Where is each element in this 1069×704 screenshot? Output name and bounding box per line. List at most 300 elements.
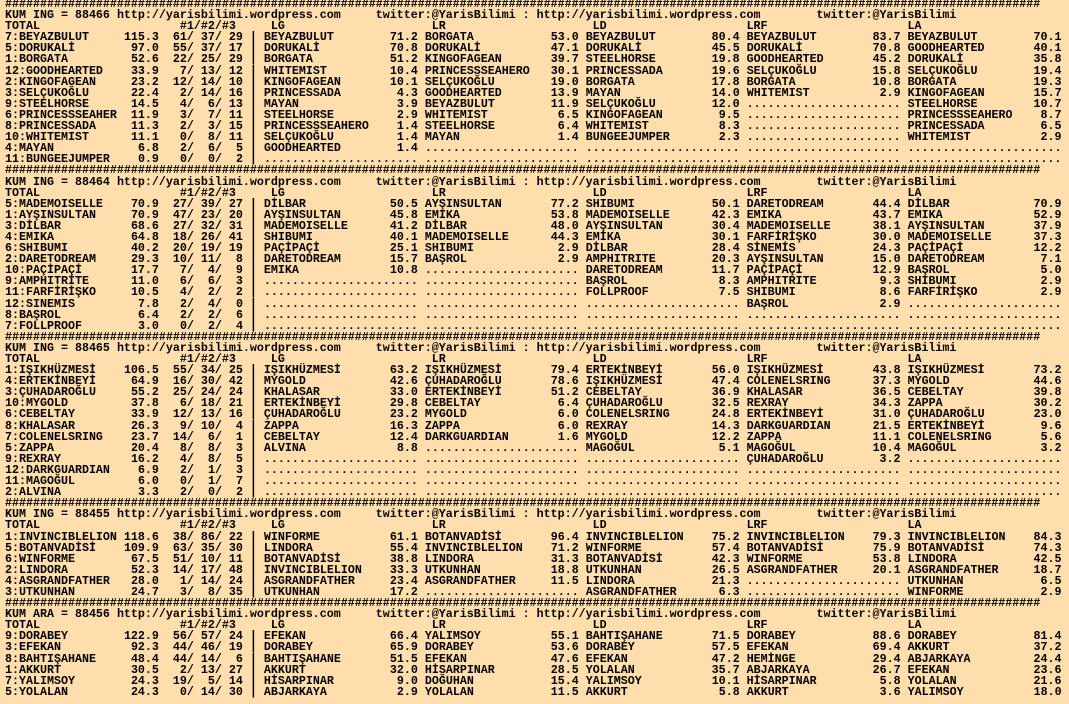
ld-name: EMİKA [585, 229, 621, 244]
ld-score: 42.3 [711, 207, 740, 222]
empty-cell: ...................... [907, 451, 1062, 466]
empty-cell: ...................... [746, 130, 901, 145]
separator: #################################################################################################################################################### [5, 596, 1041, 611]
lr-name: BOTANVADİSİ [424, 529, 502, 544]
total-score: 70.9 [130, 196, 159, 211]
lg-name: SELÇUKOĞLU [263, 130, 334, 145]
lg-score: 33.3 [389, 562, 418, 577]
lr-name: IŞIKHÜZMESİ [424, 363, 502, 378]
lr-score: 55.1 [550, 629, 579, 644]
lg-score: 3.9 [396, 96, 418, 111]
site-link[interactable]: http://yarisbilimi.wordpress.com [116, 174, 341, 189]
team-name: 3:EFEKAN [5, 640, 61, 655]
empty-cell: ...................... [746, 96, 901, 111]
team-name: 12:DARKGUARDIAN [5, 462, 110, 477]
la-name: DİLBAR [907, 196, 950, 211]
la-name: SHIBUMI [907, 274, 957, 289]
total-score: 70.9 [130, 207, 159, 222]
site-link[interactable]: http://yarisbilimi.wordpress.com [116, 507, 341, 522]
lg-name: CEBELTAY [263, 429, 320, 444]
la-score: 3.2 [1040, 440, 1062, 455]
total-score: 52.6 [130, 52, 159, 67]
ld-name: YOLALAN [585, 662, 635, 677]
total-score: 28.0 [130, 573, 159, 588]
la-name: WHITEMIST [907, 130, 971, 145]
lrf-name: MADEMOISELLE [746, 218, 831, 233]
lr-score: 47.6 [550, 651, 579, 666]
ld-score: 20.3 [711, 252, 740, 267]
la-score: 18.7 [1033, 562, 1062, 577]
first-count: 0 [179, 130, 187, 145]
lg-score: 1.4 [396, 141, 418, 156]
column-header-lg: LG [270, 618, 285, 633]
lg-name: ALVINA [263, 440, 306, 455]
section-title: KUM ARA = 88456 [5, 607, 110, 622]
lr-score: 48.0 [550, 218, 579, 233]
ld-name: BAHTIŞAHANE [585, 629, 663, 644]
ranking-row: 12:DARKGUARDIAN 6.9 2/ 1/ 3 | ...................... ...................... ...................... ...................... ...................... [5, 462, 1062, 477]
lrf-name: KHALASAR [746, 385, 803, 400]
second-count: 7 [207, 107, 215, 122]
ld-name: DORABEY [585, 640, 635, 655]
twitter-handle: twitter:@YarisBilimi [375, 174, 516, 189]
team-name: 6:WINFORME [5, 551, 75, 566]
empty-cell: ...................... [907, 307, 1062, 322]
site-link[interactable]: http://yarisbilimi.wordpress.com [536, 174, 761, 189]
second-count: 34 [200, 363, 215, 378]
la-name: AYŞINSULTAN [907, 218, 985, 233]
ld-name: ASGRANDFATHER [585, 584, 677, 599]
ld-name: WINFORME [585, 540, 642, 555]
site-link[interactable]: http://yarisbilimi.wordpress.com [536, 8, 761, 23]
ranking-row: 5:DORUKALİ 97.0 55/ 37/ 17 | DORUKALİ 70.8 DORUKALİ 47.1 DORUKALİ 45.5 DORUKALİ 70.8 GOODHEARTED 40.1 [5, 41, 1062, 56]
ranking-row: 1:IŞIKHÜZMESİ 106.5 55/ 34/ 25 | IŞIKHÜZMESİ 63.2 IŞIKHÜZMESİ 79.4 ERTEKİNBEYİ 56.0 IŞIKHÜZMESİ 43.8 IŞIKHÜZMESİ 73.2 [5, 363, 1062, 378]
ld-score: 21.3 [711, 573, 740, 588]
la-score: 40.1 [1033, 41, 1062, 56]
lg-name: BOTANVADİSİ [263, 551, 341, 566]
empty-cell: ...................... [585, 318, 740, 333]
lrf-name: COLENELSRING [746, 374, 831, 389]
team-name: 4:ASGRANDFATHER [5, 573, 110, 588]
lr-name: DORABEY [424, 640, 474, 655]
second-count: 14 [200, 684, 215, 699]
second-count: 3 [207, 119, 215, 134]
la-score: 10.7 [1033, 96, 1062, 111]
lr-score: 53.8 [550, 207, 579, 222]
lrf-score: 26.7 [872, 662, 901, 677]
first-count: 12 [172, 74, 187, 89]
total-score: 106.5 [123, 363, 159, 378]
la-score: 74.3 [1033, 540, 1062, 555]
la-score: 37.3 [1033, 229, 1062, 244]
first-count: 2 [179, 119, 187, 134]
column-header-lr: LR [431, 352, 446, 366]
places-header: #1/#2/#3 [179, 352, 236, 366]
lrf-name: HEMİNGE [746, 651, 796, 666]
lr-name: BAŞROL [424, 252, 467, 267]
empty-cell: ...................... [746, 141, 901, 156]
ranking-row: 5:ZAPPA 20.4 8/ 8/ 3 | ALVINA 8.8 ...................... MAGOĞUL 5.1 MAGOĞUL 10.4 MAGOĞUL 3.2 [5, 440, 1062, 455]
lg-score: 4.3 [396, 85, 418, 100]
third-count: 7 [235, 474, 243, 489]
twitter-handle: twitter:@YarisBilimi [375, 507, 516, 522]
lrf-score: 38.1 [872, 218, 901, 233]
lg-score: 51.2 [389, 52, 418, 67]
la-name: DORUKALİ [907, 52, 964, 67]
ld-name: AYŞINSULTAN [585, 218, 663, 233]
lg-score: 10.8 [389, 263, 418, 278]
ld-name: STEELHORSE [585, 52, 656, 67]
first-count: 2 [179, 85, 187, 100]
third-count: 27 [228, 662, 243, 677]
lr-score: 53.0 [550, 30, 579, 45]
column-header-lr: LR [431, 19, 446, 34]
first-count: 2 [179, 485, 187, 500]
lg-name: PAÇİPAÇİ [263, 241, 320, 256]
lrf-name: IŞIKHÜZMESİ [746, 363, 824, 378]
la-score: 81.4 [1033, 629, 1062, 644]
lg-name: AYŞINSULTAN [263, 207, 341, 222]
lg-score: 33.0 [389, 385, 418, 400]
first-count: 4 [179, 96, 187, 111]
lg-name: WINFORME [263, 529, 320, 544]
empty-cell: ...................... [746, 573, 901, 588]
third-count: 2 [235, 485, 243, 500]
lg-score: 1.4 [396, 119, 418, 134]
ld-name: BAŞROL [585, 274, 628, 289]
first-count: 2 [179, 307, 187, 322]
empty-cell: ...................... [907, 474, 1062, 489]
lrf-name: WINFORME [746, 551, 803, 566]
first-count: 25 [172, 385, 187, 400]
la-score: 30.2 [1033, 396, 1062, 411]
lr-score: 11.5 [550, 573, 579, 588]
lg-name: ZAPPA [263, 418, 299, 433]
ld-name: AKKURT [585, 684, 628, 699]
ld-name: BOTANVADİSİ [585, 551, 663, 566]
empty-cell: ...................... [746, 318, 901, 333]
second-count: 1 [207, 462, 215, 477]
lrf-name: SİNEMİS [746, 241, 796, 256]
second-count: 57 [200, 629, 215, 644]
lg-score: 51.5 [389, 651, 418, 666]
total-score: 11.1 [130, 130, 159, 145]
first-count: 44 [172, 640, 187, 655]
site-link[interactable]: http://yarisbilimi.wordpress.com [116, 340, 341, 355]
lg-name: ÇUHADAROĞLU [263, 407, 341, 422]
lr-score: 79.4 [550, 363, 579, 378]
ranking-row: 11:FARFİRİŞKO 10.5 4/ 2/ 2 | ...................... ...................... FOLLPROOF 7.5 SHIBUMI 8.6 FARFİRİŞKO 2.9 [5, 285, 1062, 300]
empty-cell: ...................... [424, 274, 579, 289]
empty-cell: ...................... [424, 263, 579, 278]
la-name: MAGOĞUL [907, 440, 957, 455]
lr-name: DİLBAR [424, 218, 467, 233]
lg-name: PRINCESSSEAHERO [263, 119, 369, 134]
first-count: 2 [179, 462, 187, 477]
column-header-lr: LR [431, 618, 446, 633]
ld-name: REXRAY [585, 418, 628, 433]
ld-score: 19.6 [711, 63, 740, 78]
second-count: 25 [200, 52, 215, 67]
total-score: 55.2 [130, 385, 159, 400]
ld-name: MYGOLD [585, 429, 628, 444]
total-score: 6.8 [137, 141, 159, 156]
site-link[interactable]: http://yarisbilimi.wordpress.com [536, 507, 761, 522]
second-count: 11 [200, 252, 215, 267]
lr-score: 2.9 [557, 252, 579, 267]
lrf-name: AKKURT [746, 684, 789, 699]
la-name: GOODHEARTED [907, 41, 985, 56]
empty-cell: ...................... [746, 152, 901, 167]
ld-name: YALIMSOY [585, 673, 642, 688]
lr-name: BORGATA [424, 30, 474, 45]
la-name: PRINCESSADA [907, 119, 985, 134]
team-name: 5:ZAPPA [5, 440, 54, 455]
lg-name: KHALASAR [263, 385, 320, 400]
lg-score: 23.4 [389, 573, 418, 588]
site-link[interactable]: http://yarisbilimi.wordpress.com [116, 607, 341, 622]
lg-score: 25.1 [389, 241, 418, 256]
team-name: 2:DARETODREAM [5, 252, 96, 267]
lr-name: SHIBUMI [424, 241, 474, 256]
first-count: 10 [172, 252, 187, 267]
total-score: 7.8 [137, 296, 159, 311]
lr-score: 2.9 [557, 241, 579, 256]
first-count: 20 [172, 241, 187, 256]
ld-score: 57.5 [711, 640, 740, 655]
empty-cell: ...................... [585, 474, 740, 489]
team-name: 2:KINGOFAGEAN [5, 74, 96, 89]
lr-score: 31.3 [550, 551, 579, 566]
team-name: 6:CEBELTAY [5, 407, 75, 422]
lg-score: 55.4 [389, 540, 418, 555]
team-name: 2:ALVINA [5, 485, 61, 500]
lg-name: GOODHEARTED [263, 141, 341, 156]
empty-cell: ...................... [424, 285, 579, 300]
ranking-row: 4:MAYAN 6.8 2/ 6/ 5 | GOODHEARTED 1.4 ...................... ...................... ...................... ...................... [5, 141, 1062, 156]
ld-score: 32.5 [711, 396, 740, 411]
team-name: 10:PAÇİPAÇİ [5, 263, 82, 278]
ranking-row: 9:DORABEY 122.9 56/ 57/ 24 | EFEKAN 66.4 YALIMSOY 55.1 BAHTIŞAHANE 71.5 DORABEY 88.6 DORABEY 81.4 [5, 629, 1062, 644]
lg-name: BAHTIŞAHANE [263, 651, 341, 666]
team-name: 10:WHITEMIST [5, 130, 89, 145]
section-title: KUM ING = 88464 [5, 174, 110, 189]
third-count: 17 [228, 41, 243, 56]
lr-score: 6.0 [557, 407, 579, 422]
lg-name: INVINCIBLELION [263, 562, 362, 577]
lg-name: MYGOLD [263, 374, 306, 389]
la-name: FARFİRİŞKO [907, 285, 978, 300]
empty-cell: ...................... [424, 474, 579, 489]
column-header-ld: LD [592, 618, 607, 633]
ld-name: MADEMOISELLE [585, 207, 670, 222]
la-score: 12.2 [1033, 241, 1062, 256]
empty-cell: ...................... [585, 296, 740, 311]
team-name: 1:INVINCIBLELION [5, 529, 117, 544]
lg-score: 42.6 [389, 374, 418, 389]
ld-name: FOLLPROOF [585, 285, 649, 300]
first-count: 55 [172, 41, 187, 56]
empty-cell: ...................... [424, 141, 579, 156]
empty-cell: ...................... [907, 485, 1062, 500]
total-score: 68.6 [130, 218, 159, 233]
second-count: 13 [200, 63, 215, 78]
first-count: 0 [179, 684, 187, 699]
third-count: 30 [228, 684, 243, 699]
total-score: 14.5 [130, 96, 159, 111]
column-header-ld: LD [592, 19, 607, 34]
ranking-row: 8:BAHTIŞAHANE 48.4 44/ 14/ 6 | BAHTIŞAHANE 51.5 EFEKAN 47.6 EFEKAN 47.2 HEMİNGE 29.4 ABJARKAYA 24.4 [5, 651, 1062, 666]
ld-name: MAGOĞUL [585, 440, 635, 455]
third-count: 9 [235, 263, 243, 278]
lr-score: 6.0 [557, 418, 579, 433]
lrf-score: 30.0 [872, 229, 901, 244]
third-count: 48 [228, 562, 243, 577]
lrf-score: 70.8 [872, 41, 901, 56]
ranking-row: 6:SHIBUMI 40.2 20/ 19/ 19 | PAÇİPAÇİ 25.1 SHIBUMI 2.9 DİLBAR 28.4 SİNEMİS 24.3 PAÇİPAÇİ 12.2 [5, 241, 1062, 256]
lg-name: WHITEMIST [263, 63, 327, 78]
ld-score: 50.1 [711, 196, 740, 211]
second-count: 6 [207, 429, 215, 444]
total-score: 16.2 [130, 451, 159, 466]
lg-score: 16.3 [389, 418, 418, 433]
lrf-name: REXRAY [746, 396, 789, 411]
empty-cell: ...................... [907, 141, 1062, 156]
second-count: 30 [200, 374, 215, 389]
la-score: 19.4 [1033, 63, 1062, 78]
team-name: 1:IŞIKHÜZMESİ [5, 363, 96, 378]
results-document [5, 0, 1062, 698]
separator: #################################################################################################################################################### [5, 0, 1041, 11]
lrf-name: SELÇUKOĞLU [746, 63, 817, 78]
ranking-row: 8:KHALASAR 26.3 9/ 10/ 4 | ZAPPA 16.3 ZAPPA 6.0 REXRAY 14.3 DARKGUARDIAN 21.5 ERTEKİNBEYİ 9.6 [5, 418, 1062, 433]
second-count: 26 [200, 229, 215, 244]
lrf-score: 83.7 [872, 30, 901, 45]
first-count: 2 [179, 662, 187, 677]
ld-score: 12.2 [711, 429, 740, 444]
first-count: 3 [179, 107, 187, 122]
total-score: 97.0 [130, 41, 159, 56]
lr-score: 53.6 [550, 640, 579, 655]
first-count: 27 [172, 218, 187, 233]
joiner: : [522, 174, 530, 189]
lg-name: HİSARPINAR [263, 673, 334, 688]
first-count: 16 [172, 374, 187, 389]
lr-name: AYŞINSULTAN [424, 196, 502, 211]
la-name: DORABEY [907, 629, 957, 644]
total-score: 24.3 [130, 673, 159, 688]
second-count: 17 [200, 562, 215, 577]
ranking-row: 2:DARETODREAM 29.3 10/ 11/ 8 | DARETODREAM 15.7 BAŞROL 2.9 AMPHITRITE 20.3 AYŞINSULTAN 15.0 DARETODREAM 7.1 [5, 252, 1062, 267]
ld-name: DARETODREAM [585, 263, 663, 278]
lr-score: 30.1 [550, 63, 579, 78]
lr-score: 1.4 [557, 130, 579, 145]
third-count: 12 [228, 63, 243, 78]
total-score: 11.9 [130, 107, 159, 122]
section-title: KUM ING = 88466 [5, 8, 110, 23]
section-title: KUM ING = 88455 [5, 507, 110, 522]
first-count: 9 [179, 418, 187, 433]
lg-name: ERTEKİNBEYİ [263, 396, 341, 411]
second-count: 86 [200, 529, 215, 544]
lg-score: 10.4 [389, 63, 418, 78]
first-count: 27 [172, 196, 187, 211]
second-count: 2 [207, 285, 215, 300]
column-header-la: LA [907, 352, 922, 366]
la-score: 70.1 [1033, 30, 1062, 45]
la-score: 2.9 [1040, 285, 1062, 300]
lg-score: 50.5 [389, 196, 418, 211]
lrf-score: 34.3 [872, 396, 901, 411]
second-count: 8 [207, 130, 215, 145]
site-link[interactable]: http://yarisbilimi.wordpress.com [116, 8, 341, 23]
lg-score: 15.7 [389, 252, 418, 267]
site-link[interactable]: http://yarisbilimi.wordpress.com [536, 607, 761, 622]
third-count: 5 [235, 451, 243, 466]
third-count: 19 [228, 640, 243, 655]
ld-score: 11.7 [711, 263, 740, 278]
ld-name: COLENELSRING [585, 407, 670, 422]
empty-cell: ...................... [746, 485, 901, 500]
first-count: 55 [172, 363, 187, 378]
la-name: ABJARKAYA [907, 651, 971, 666]
team-name: 9:DORABEY [5, 629, 68, 644]
lg-name: DORUKALİ [263, 41, 320, 56]
site-link[interactable]: http://yarisbilimi.wordpress.com [536, 340, 761, 355]
third-count: 29 [228, 52, 243, 67]
column-header-ld: LD [592, 352, 607, 366]
team-name: 5:BOTANVADİSİ [5, 540, 96, 555]
la-score: 8.7 [1040, 107, 1062, 122]
first-count: 18 [172, 229, 187, 244]
lg-score: 61.1 [389, 529, 418, 544]
third-count: 1 [235, 429, 243, 444]
empty-cell: ...................... [424, 440, 579, 455]
la-name: BOTANVADİSİ [907, 540, 985, 555]
empty-cell: ...................... [585, 307, 740, 322]
third-count: 3 [235, 274, 243, 289]
empty-cell: ...................... [585, 485, 740, 500]
total-score: 11.3 [130, 119, 159, 134]
total-score: 3.3 [137, 485, 159, 500]
la-name: WINFORME [907, 584, 964, 599]
ranking-row: 8:BAŞROL 6.4 2/ 2/ 6 | ...................... ...................... ...................... ...................... ...................... [5, 307, 1062, 322]
column-header-lr: LR [431, 518, 446, 533]
lg-score: 63.2 [389, 363, 418, 378]
ld-score: 19.8 [711, 52, 740, 67]
la-name: AKKURT [907, 640, 950, 655]
column-header-lrf: LRF [746, 352, 768, 366]
total-score: 3.0 [137, 318, 159, 333]
lrf-score: 88.6 [872, 629, 901, 644]
second-count: 4 [207, 296, 215, 311]
lrf-name: ABJARKAYA [746, 662, 810, 677]
third-count: 15 [228, 119, 243, 134]
column-header-lg: LG [270, 185, 285, 200]
team-name: 1:BORGATA [5, 52, 68, 67]
ld-score: 75.2 [711, 529, 740, 544]
ranking-row: 5:BOTANVADİSİ 109.9 63/ 35/ 30 | LINDORA 55.4 INVINCIBLELION 71.2 WINFORME 57.4 BOTANVADİSİ 75.9 BOTANVADİSİ 74.3 [5, 540, 1062, 555]
la-score: 52.9 [1033, 207, 1062, 222]
team-name: 11:BUNGEEJUMPER [5, 152, 110, 167]
lr-score: 96.4 [550, 529, 579, 544]
la-score: 35.8 [1033, 52, 1062, 67]
la-score: 73.2 [1033, 363, 1062, 378]
ld-score: 14.0 [711, 85, 740, 100]
la-score: 39.8 [1033, 385, 1062, 400]
ld-name: SHIBUMI [585, 196, 635, 211]
lr-score: 6.4 [557, 396, 579, 411]
